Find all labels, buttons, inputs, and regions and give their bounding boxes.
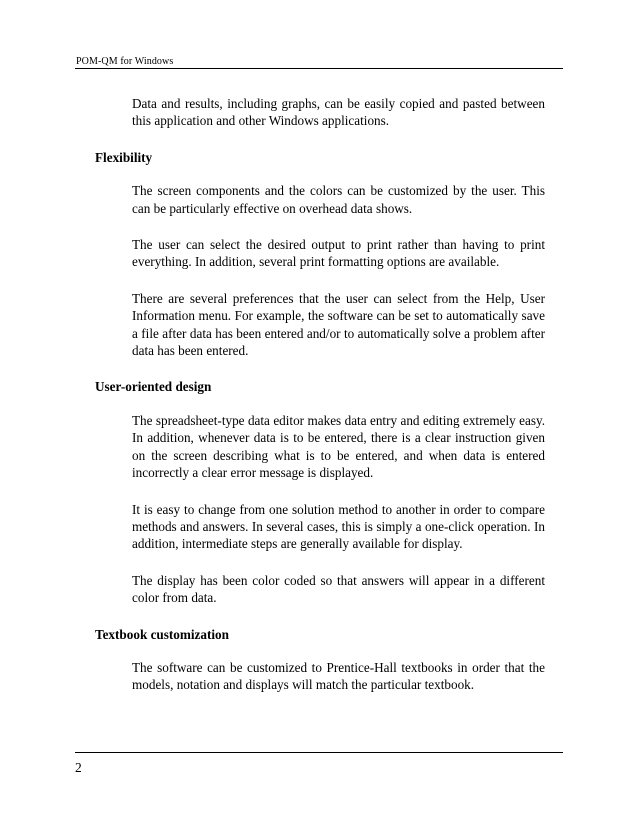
section-heading-flexibility: Flexibility	[95, 149, 153, 165]
page-body	[95, 95, 545, 713]
design-paragraph-1: The spreadsheet-type data editor makes data entry and editing extremely easy. In addition, whenever data is to be entered, there is a clear instruction given on the screen describing what is to be entered, and when data is entered incorrectly a clear error message is displayed.	[132, 412, 545, 481]
intro-paragraph: Data and results, including graphs, can be easily copied and pasted between this application and other Windows applications.	[132, 96, 545, 129]
section-heading-user-oriented-design: User-oriented design	[95, 379, 212, 395]
footer-divider	[75, 752, 563, 753]
design-paragraph-3: The display has been color coded so that answers will appear in a different color from data.	[132, 572, 545, 606]
flexibility-paragraph-3: There are several preferences that the user can select from the Help, User Information menu. For example, the software can be set to automatically save a file after data has been entered and/or to automatically solve a problem after data has been entered.	[132, 290, 545, 359]
design-paragraph-2: It is easy to change from one solution method to another in order to compare methods and answers. In several cases, this is simply a one-click operation. In addition, intermediate steps are generally available for display.	[132, 501, 545, 552]
textbook-paragraph-1: The software can be customized to Prentice-Hall textbooks in order that the models, notation and displays will match the particular textbook.	[132, 659, 545, 693]
flexibility-paragraph-1: The screen components and the colors can be customized by the user. This can be particularly effective on overhead data shows.	[132, 183, 545, 216]
section-heading-textbook-customization: Textbook customization	[95, 626, 229, 642]
header-divider	[75, 68, 563, 69]
running-header: POM-QM for Windows	[76, 56, 174, 67]
flexibility-paragraph-2: The user can select the desired output to print rather than having to print everything. In addition, several print formatting options are available.	[132, 237, 545, 270]
page-number: 2	[75, 760, 82, 775]
